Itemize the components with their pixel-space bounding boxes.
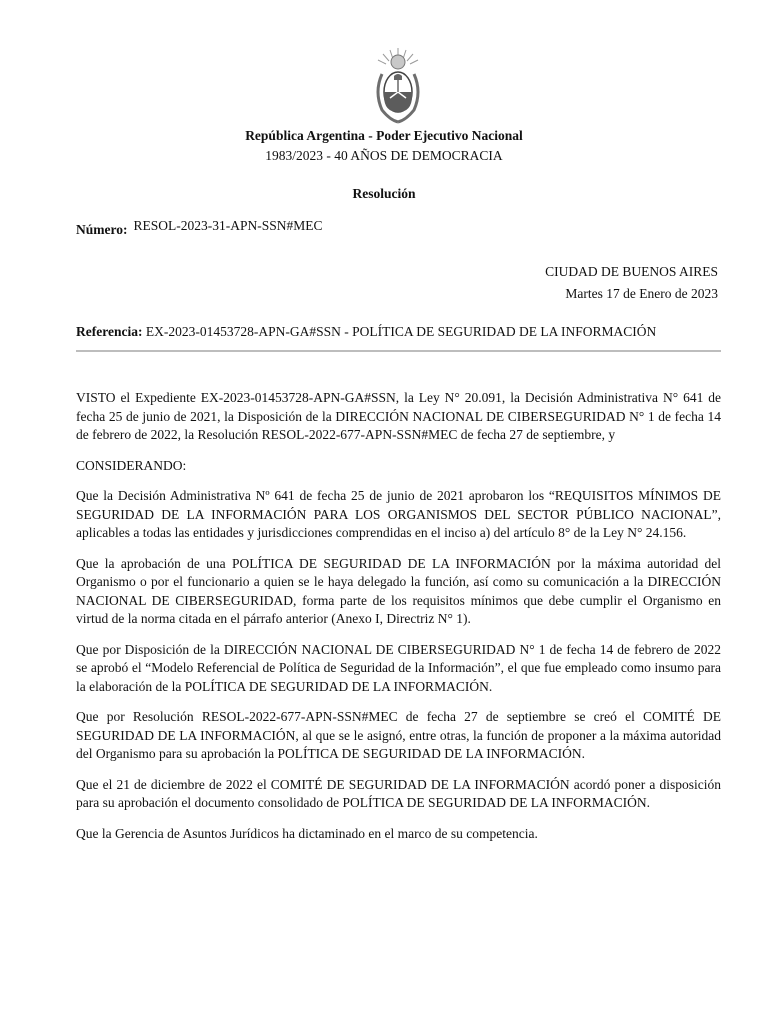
issuer-line: República Argentina - Poder Ejecutivo Nacional xyxy=(245,128,523,143)
paragraph: Que la Decisión Administrativa Nº 641 de fecha 25 de junio de 2021 aprobaron los “REQUISITOS MÍNIMOS DE SEGURIDAD DE LA INFORMACIÓN PARA LOS ORGANISMOS DEL SECTOR PÚBLICO NACIONAL”, aplicables a todas las entidades y jurisdicciones comprendidas en el inciso a) del artículo 8° de la Ley N° 24.156. xyxy=(76,488,721,540)
resolution-number xyxy=(76,218,323,238)
date: Martes 17 de Enero de 2023 xyxy=(565,286,718,301)
numero-value: RESOL-2023-31-APN-SSN#MEC xyxy=(133,218,323,233)
paragraph: Que la aprobación de una POLÍTICA DE SEGURIDAD DE LA INFORMACIÓN por la máxima autoridad del Organismo o por el funcionario a quien se le haya delegado la función, así como su comunicación a la DIRECCIÓN NACIONAL DE CIBERSEGURIDAD, forma parte de los requisitos mínimos que debe cumplir el Organismo en virtud de la norma citada en el párrafo anterior (Anexo I, Directriz N° 1). xyxy=(76,555,721,626)
paragraph: Que por Resolución RESOL-2022-677-APN-SSN#MEC de fecha 27 de septiembre se creó el COMITÉ DE SEGURIDAD DE LA INFORMACIÓN, al que se le asignó, entre otras, la función de proponer a la máxima autoridad del Organismo para su aprobación la POLÍTICA DE SEGURIDAD DE LA INFORMACIÓN. xyxy=(76,709,721,761)
reference-line xyxy=(76,324,656,340)
paragraph-considerando: CONSIDERANDO: xyxy=(76,457,187,473)
document-type: Resolución xyxy=(352,186,416,201)
paragraph: Que la Gerencia de Asuntos Jurídicos ha dictaminado en el marco de su competencia. xyxy=(76,825,538,841)
argentina-coat-of-arms-icon xyxy=(368,46,428,124)
anniversary-line: 1983/2023 - 40 AÑOS DE DEMOCRACIA xyxy=(265,148,503,163)
paragraph-visto: VISTO el Expediente EX-2023-01453728-APN-GA#SSN, la Ley N° 20.091, la Decisión Administrativa N° 641 de fecha 25 de junio de 2021, la Disposición de la DIRECCIÓN NACIONAL DE CIBERSEGURIDAD N° 1 de fecha 14 de febrero de 2022, la Resolución RESOL-2022-677-APN-SSN#MEC de fecha 27 de septiembre, y xyxy=(76,390,721,442)
resolution-body xyxy=(76,389,721,855)
referencia-value: EX-2023-01453728-APN-GA#SSN - POLÍTICA DE SEGURIDAD DE LA INFORMACIÓN xyxy=(145,324,657,339)
city: CIUDAD DE BUENOS AIRES xyxy=(545,264,718,279)
paragraph: Que el 21 de diciembre de 2022 el COMITÉ DE SEGURIDAD DE LA INFORMACIÓN acordó poner a disposición para su aprobación el documento consolidado de POLÍTICA DE SEGURIDAD DE LA INFORMACIÓN. xyxy=(76,776,721,810)
divider xyxy=(76,350,721,352)
referencia-label: Referencia: xyxy=(76,324,143,339)
paragraph: Que por Disposición de la DIRECCIÓN NACIONAL DE CIBERSEGURIDAD N° 1 de fecha 14 de febrero de 2022 se aprobó el “Modelo Referencial de Política de Seguridad de la Información”, el que fue empleado como insumo para la elaboración de la POLÍTICA DE SEGURIDAD DE LA INFORMACIÓN. xyxy=(76,641,721,694)
numero-label: Número: xyxy=(76,222,128,237)
